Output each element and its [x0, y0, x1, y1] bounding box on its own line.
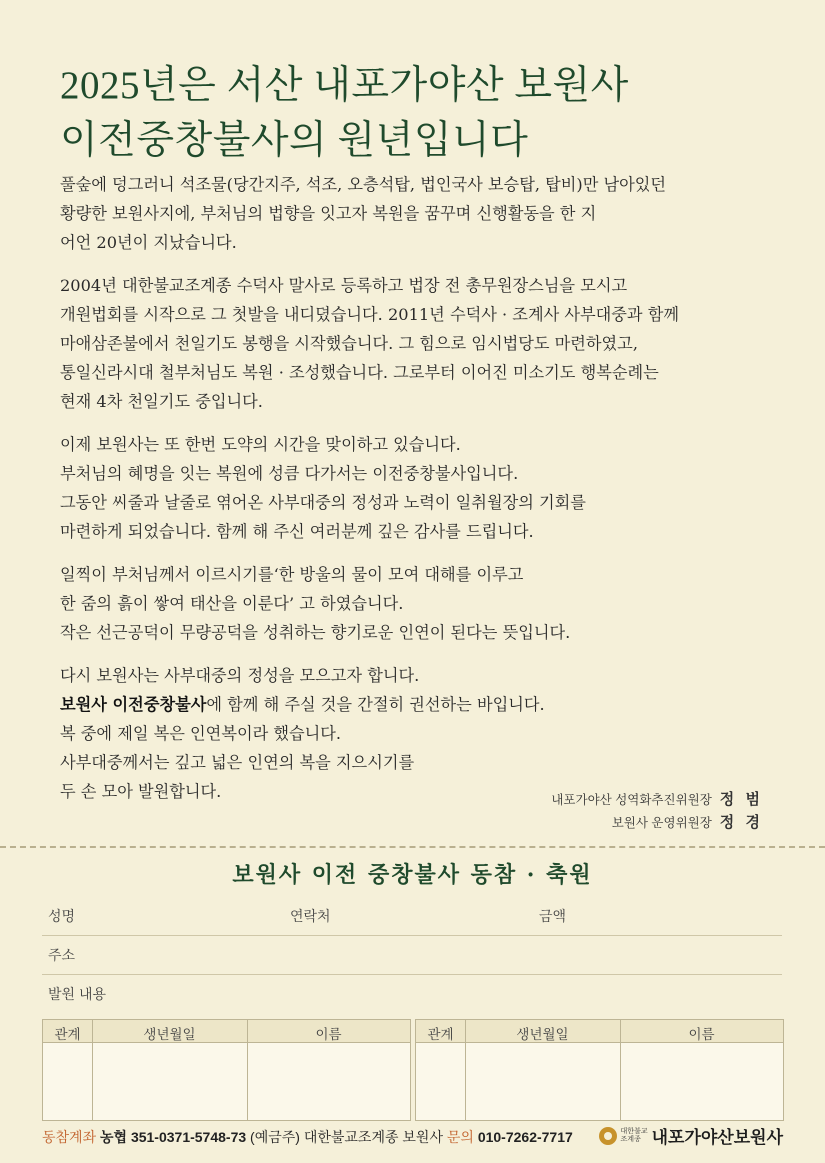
header-birthdate: 생년월일	[143, 1027, 196, 1042]
form-row-name[interactable]	[42, 897, 782, 936]
wish-label: 발원 내용	[48, 986, 106, 1002]
signature-block	[551, 788, 763, 834]
temple-logo	[599, 1123, 783, 1148]
text-line: 이제 보원사는 또 한번 도약의 시간을 맞이하고 있습니다.	[60, 435, 461, 454]
signature-role: 내포가야산 성역화추진위원장	[551, 793, 712, 807]
text-line: 어언 20년이 지났습니다.	[60, 233, 237, 252]
bank-account: 농협 351-0371-5748-73	[100, 1129, 247, 1145]
header-relation: 관계	[427, 1027, 454, 1042]
dashed-cut-line	[0, 846, 825, 848]
form-row-address[interactable]	[42, 936, 782, 975]
title-line-2: 이전중창불사의 원년입니다	[60, 119, 529, 162]
order-name-line: 대한불교	[620, 1127, 648, 1135]
form-title: 보원사 이전 중창불사 동참 · 축원	[232, 862, 593, 888]
text-line: 마애삼존불에서 천일기도 봉행을 시작했습니다. 그 힘으로 임시법당도 마련하였고,	[60, 334, 638, 353]
text-line: 개원법회를 시작으로 그 첫발을 내디뎠습니다. 2011년 수덕사 · 조계사 사부대중과 함께	[60, 305, 679, 324]
header-name: 이름	[315, 1027, 342, 1042]
text-line: 한 줌의 흙이 쌓여 태산을 이룬다’ 고 하였습니다.	[60, 594, 404, 613]
text-line: 황량한 보원사지에, 부처님의 법향을 잇고자 복원을 꿈꾸며 신행활동을 한 지	[60, 204, 597, 223]
inquiry-label: 문의	[446, 1129, 474, 1145]
form-row-wish[interactable]	[42, 975, 782, 1013]
paragraph-2	[60, 271, 770, 416]
text-line: 현재 4차 천일기도 중입니다.	[60, 392, 263, 411]
account-label: 동참계좌	[42, 1129, 97, 1145]
title-line-1: 2025년은 서산 내포가야산 보원사	[60, 64, 629, 107]
paragraph-5	[60, 661, 770, 806]
phone-number: 010-7262-7717	[477, 1129, 573, 1145]
text-line: 사부대중께서는 깊고 넓은 인연의 복을 지으시기를	[60, 753, 415, 772]
contact-label: 연락처	[290, 908, 331, 924]
temple-name: 내포가야산보원사	[651, 1128, 783, 1147]
signature-name: 정 범	[719, 790, 763, 808]
text-line: 다시 보원사는 사부대중의 정성을 모으고자 합니다.	[60, 666, 420, 685]
header-relation: 관계	[54, 1027, 81, 1042]
text-line: 통일신라시대 철부처님도 복원 · 조성했습니다. 그로부터 이어진 미소기도 행복순례는	[60, 363, 659, 382]
text-fragment: 에 함께 해 주실 것을 간절히 권선하는 바입니다.	[206, 695, 545, 714]
family-table-left[interactable]	[42, 1019, 411, 1121]
order-name	[621, 1128, 648, 1144]
text-line: 부처님의 혜명을 잇는 복원에 성큼 다가서는 이전중창불사입니다.	[60, 464, 519, 483]
paragraph-1	[60, 170, 770, 257]
text-line	[60, 690, 770, 719]
account-holder: (예금주) 대한불교조계종 보원사	[250, 1129, 443, 1145]
text-line: 작은 선근공덕이 무량공덕을 성취하는 향기로운 인연이 된다는 뜻입니다.	[60, 623, 571, 642]
header-birthdate: 생년월일	[516, 1027, 569, 1042]
paragraph-3	[60, 430, 770, 546]
order-name-line: 조계종	[620, 1135, 641, 1143]
text-line: 2004년 대한불교조계종 수덕사 말사로 등록하고 법장 전 총무원장스님을 모시고	[60, 276, 628, 295]
header-name: 이름	[688, 1027, 715, 1042]
paragraph-4	[60, 560, 770, 647]
dharma-wheel-icon	[599, 1127, 617, 1145]
family-table-right[interactable]	[415, 1019, 784, 1121]
letter-body	[60, 170, 770, 820]
page-title	[60, 58, 629, 168]
bold-project-name: 보원사 이전중창불사	[60, 695, 207, 714]
signature-role: 보원사 운영위원장	[611, 816, 712, 830]
amount-label: 금액	[539, 908, 567, 924]
signature-2	[551, 811, 763, 834]
signature-1	[551, 788, 763, 811]
address-label: 주소	[48, 947, 76, 963]
text-line: 복 중에 제일 복은 인연복이라 했습니다.	[60, 724, 342, 743]
text-line: 마련하게 되었습니다. 함께 해 주신 여러분께 깊은 감사를 드립니다.	[60, 522, 534, 541]
text-line: 일찍이 부처님께서 이르시기를‘한 방울의 물이 모여 대해를 이루고	[60, 565, 524, 584]
text-line: 풀숲에 덩그러니 석조물(당간지주, 석조, 오층석탑, 법인국사 보승탑, 탑비)만 남아있던	[60, 175, 667, 194]
signature-name: 정 경	[719, 813, 763, 831]
name-label: 성명	[48, 908, 76, 924]
text-line: 두 손 모아 발원합니다.	[60, 782, 222, 801]
text-line: 그동안 씨줄과 날줄로 엮어온 사부대중의 정성과 노력이 일취월장의 기회를	[60, 493, 586, 512]
